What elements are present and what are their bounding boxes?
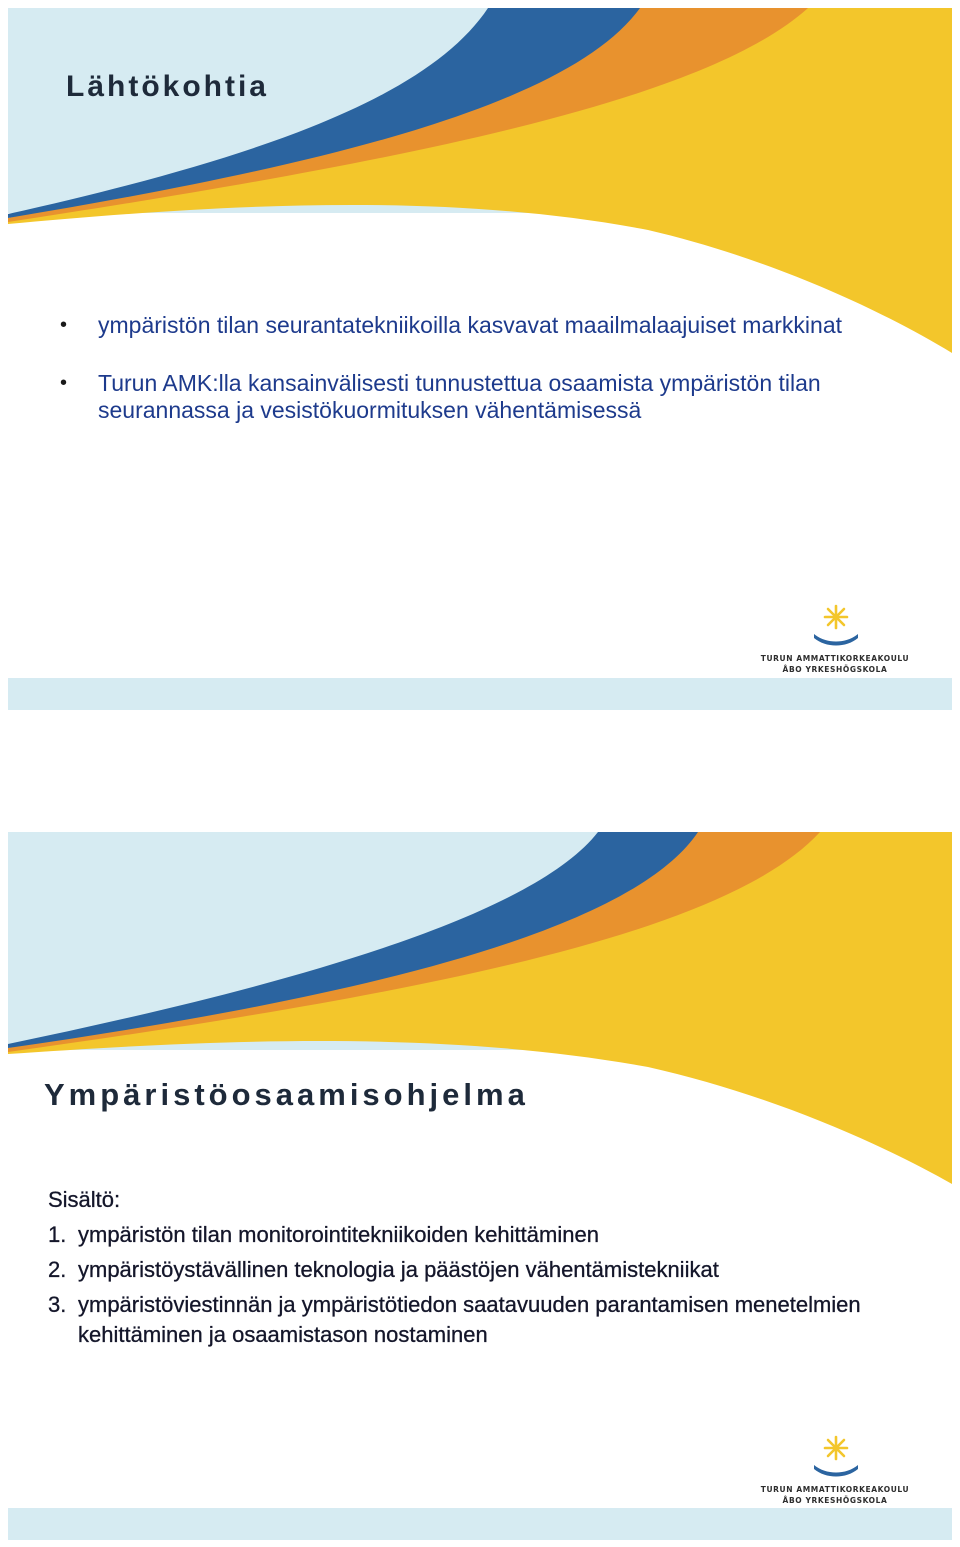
- slide-1: [8, 8, 952, 710]
- logo-text-finnish: TURUN AMMATTIKORKEAKOULU: [760, 1485, 910, 1494]
- bullet-list: [56, 312, 896, 455]
- item-text: ympäristöystävällinen teknologia ja päästöjen vähentämistekniikat: [78, 1257, 719, 1282]
- item-number: 2.: [48, 1257, 67, 1282]
- list-item: [48, 1255, 928, 1285]
- sun-wave-logo-icon: [810, 1435, 862, 1481]
- content-heading: Sisältö:: [48, 1187, 121, 1212]
- logo-text-finnish: TURUN AMMATTIKORKEAKOULU: [760, 654, 910, 663]
- slide-title: Ympäristöosaamisohjelma: [44, 1077, 529, 1112]
- list-item: [48, 1290, 928, 1350]
- logo-text-swedish: ÅBO YRKESHÖGSKOLA: [782, 1496, 888, 1505]
- list-item: [56, 370, 896, 424]
- bullet-text: ympäristön tilan seurantatekniikoilla kasvavat maailmalaajuiset markkinat: [98, 312, 842, 338]
- slide-2: [8, 832, 952, 1540]
- list-item: [48, 1220, 928, 1250]
- footer-band: [8, 678, 952, 710]
- bullet-text: Turun AMK:lla kansainvälisesti tunnustettua osaamista ympäristön tilan seurannassa ja vesistökuormituksen vähentämisessä: [98, 370, 821, 423]
- bullet-dot-icon: •: [60, 314, 68, 336]
- sun-wave-logo-icon: [810, 604, 862, 650]
- item-number: 1.: [48, 1222, 67, 1247]
- item-number: 3.: [48, 1292, 67, 1317]
- list-item: [56, 312, 896, 339]
- item-text: ympäristöviestinnän ja ympäristötiedon saatavuuden parantamisen menetelmien kehittäminen ja osaamistason nostaminen: [78, 1292, 861, 1347]
- footer-band: [8, 1508, 952, 1540]
- bullet-dot-icon: •: [60, 372, 68, 394]
- numbered-list: [48, 1220, 928, 1350]
- turku-amk-logo: [750, 604, 920, 676]
- logo-text-swedish: ÅBO YRKESHÖGSKOLA: [782, 665, 888, 674]
- content-block: [48, 1185, 928, 1355]
- slide-title: Lähtökohtia: [66, 70, 269, 103]
- item-text: ympäristön tilan monitorointitekniikoiden kehittäminen: [78, 1222, 599, 1247]
- turku-amk-logo: [750, 1435, 920, 1507]
